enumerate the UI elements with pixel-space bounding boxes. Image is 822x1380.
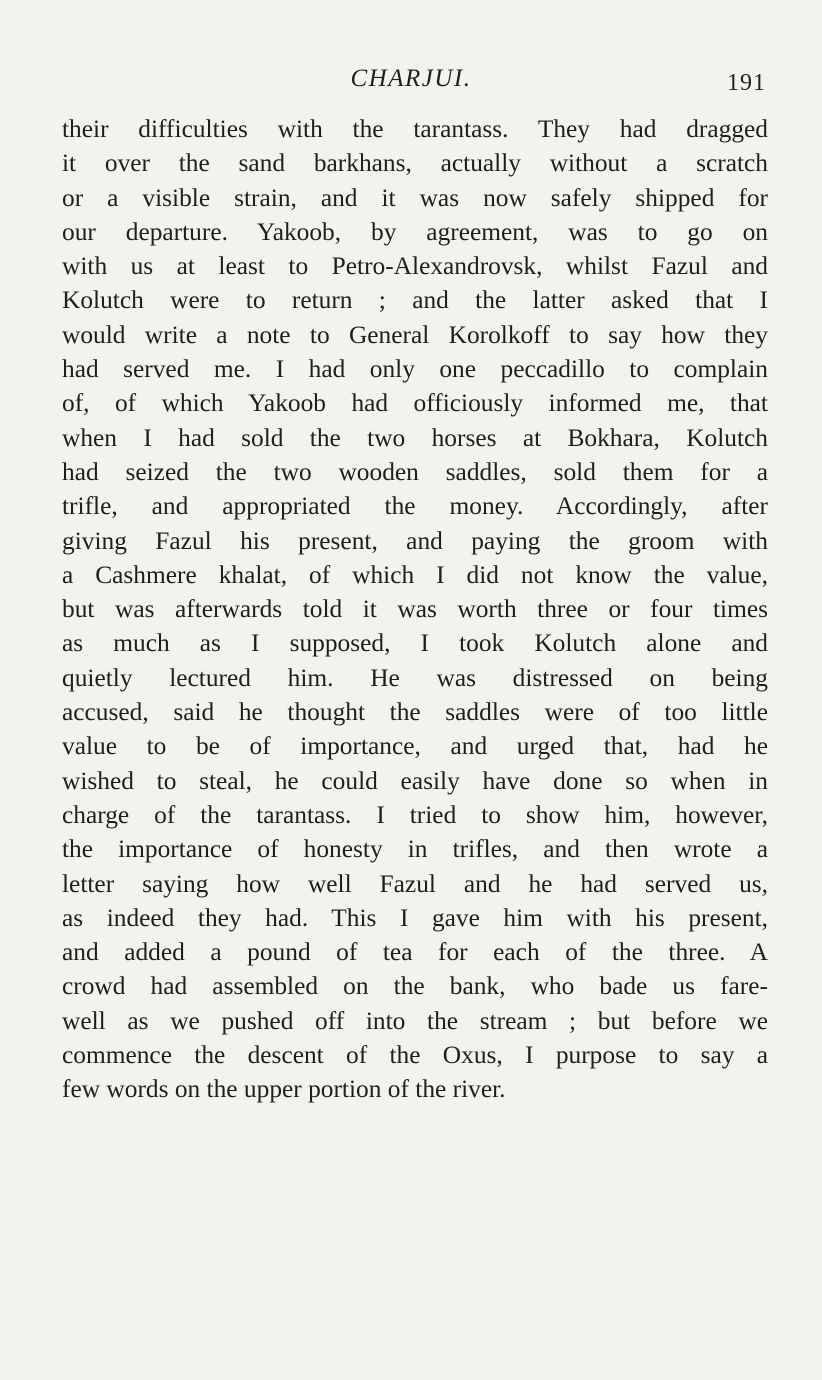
text-line: wished to steal, he could easily have done so when in [62,766,768,795]
text-line: when I had sold the two horses at Bokhara, Kolutch [62,423,768,452]
text-line: trifle, and appropriated the money. Accordingly, after [62,492,768,521]
text-line: as indeed they had. This I gave him with his present, [62,903,768,932]
text-line: the importance of honesty in trifles, and then wrote a [62,835,768,864]
text-line: it over the sand barkhans, actually without a scratch [62,149,768,178]
text-line: giving Fazul his present, and paying the groom with [62,526,768,555]
text-line: would write a note to General Korolkoff to say how they [62,320,768,349]
body-text [62,112,768,1107]
text-line: or a visible strain, and it was now safely shipped for [62,183,768,212]
text-line: our departure. Yakoob, by agreement, was to go on [62,217,768,246]
text-line: crowd had assembled on the bank, who bade us fare- [62,972,768,1001]
text-line: as much as I supposed, I took Kolutch alone and [62,629,768,658]
text-line: with us at least to Petro-Alexandrovsk, whilst Fazul and [62,252,768,281]
text-line: had seized the two wooden saddles, sold them for a [62,457,768,486]
text-line: Kolutch were to return ; and the latter asked that I [62,286,768,315]
text-line: quietly lectured him. He was distressed on being [62,663,768,692]
text-line: well as we pushed off into the stream ; but before we [62,1006,768,1035]
text-line: and added a pound of tea for each of the three. A [62,938,768,967]
text-line: accused, said he thought the saddles were of too little [62,698,768,727]
text-line: had served me. I had only one peccadillo to complain [62,355,768,384]
text-line: of, of which Yakoob had officiously informed me, that [62,389,768,418]
text-line-last: few words on the upper portion of the river. [62,1075,506,1104]
text-line: charge of the tarantass. I tried to show him, however, [62,800,768,829]
text-line: commence the descent of the Oxus, I purpose to say a [62,1041,768,1070]
running-head [0,62,822,102]
text-line: but was afterwards told it was worth three or four times [62,595,768,624]
text-line: value to be of importance, and urged that, had he [62,732,768,761]
page-number: 191 [727,70,766,96]
running-title: CHARJUI. [350,65,472,92]
text-line: letter saying how well Fazul and he had served us, [62,869,768,898]
text-line: their difficulties with the tarantass. They had dragged [62,115,768,143]
text-line: a Cashmere khalat, of which I did not know the value, [62,560,768,589]
